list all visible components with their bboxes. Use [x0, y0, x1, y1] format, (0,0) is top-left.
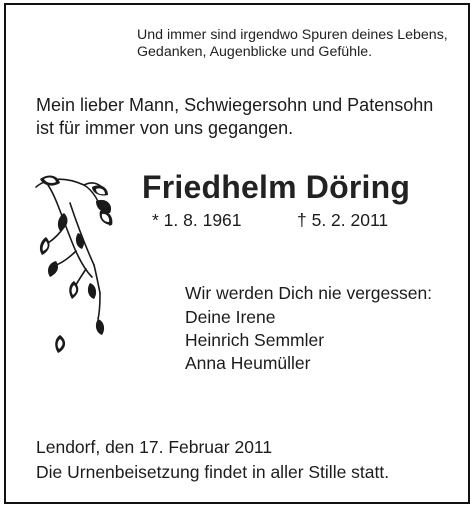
burial-note: Die Urnenbeisetzung findet in aller Stille statt.	[36, 462, 390, 482]
obituary-notice	[4, 3, 470, 504]
intro-text	[36, 94, 433, 139]
footer-info	[36, 435, 389, 485]
mourner-item: Anna Heumüller	[185, 353, 311, 373]
intro-line-2: ist für immer von uns gegangen.	[36, 117, 294, 138]
death-date: † 5. 2. 2011	[297, 210, 389, 230]
mourner-item: Deine Irene	[185, 307, 276, 327]
deceased-name: Friedhelm Döring	[142, 169, 411, 205]
birch-branch-icon	[34, 173, 124, 363]
motto-quote	[137, 27, 448, 61]
mourner-item: Heinrich Semmler	[185, 330, 325, 350]
mourners-list	[185, 306, 324, 375]
farewell-line: Wir werden Dich nie vergessen:	[185, 283, 433, 303]
motto-line-1: Und immer sind irgendwo Spuren deines Lebens,	[137, 27, 448, 43]
intro-line-1: Mein lieber Mann, Schwiegersohn und Patensohn	[36, 95, 434, 115]
motto-line-2: Gedanken, Augenblicke und Gefühle.	[137, 44, 373, 60]
birth-date: * 1. 8. 1961	[152, 210, 242, 230]
place-date: Lendorf, den 17. Februar 2011	[36, 437, 273, 457]
